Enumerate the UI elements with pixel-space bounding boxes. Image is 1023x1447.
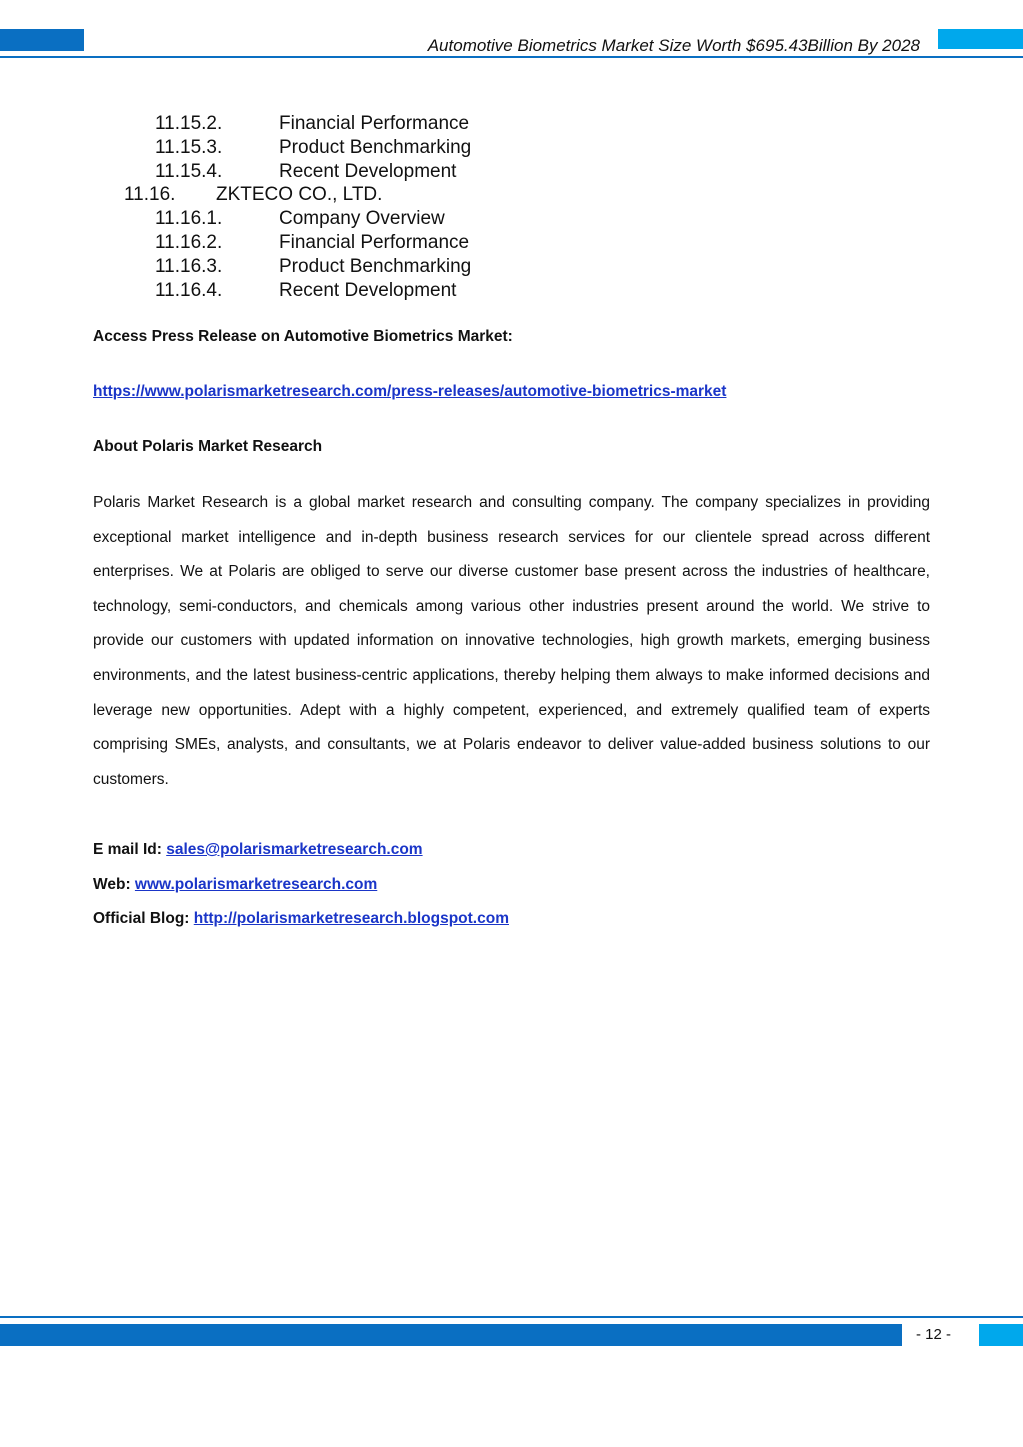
toc-entry-number: 11.15.2.: [155, 113, 223, 134]
header-title: Automotive Biometrics Market Size Worth $695.43Billion By 2028: [427, 36, 920, 55]
about-heading: About Polaris Market Research: [93, 438, 323, 455]
toc-entry-number: 11.16.4.: [155, 279, 223, 301]
email-link[interactable]: sales@polarismarketresearch.com: [166, 841, 423, 858]
toc-entry-label: Financial Performance: [279, 113, 470, 134]
toc-entry[interactable]: [0, 255, 1023, 279]
toc-entry-number: 11.16.1.: [155, 208, 223, 230]
contact-web-row: [93, 873, 509, 908]
toc-entry-number: 11.16.3.: [155, 255, 223, 277]
press-release-link[interactable]: https://www.polarismarketresearch.com/press-releases/automotive-biometrics-market: [93, 383, 727, 400]
toc-entry-label: Financial Performance: [279, 231, 470, 253]
toc-entry[interactable]: [0, 279, 1023, 303]
toc-entry-label: Recent Development: [279, 279, 457, 301]
blog-link[interactable]: http://polarismarketresearch.blogspot.com: [193, 910, 509, 928]
contact-block: [93, 838, 509, 942]
contact-email-row: [93, 838, 509, 873]
header-accent-left: [0, 29, 84, 51]
toc-entry-label: Company Overview: [279, 208, 445, 230]
toc-entry-label: Recent Development: [279, 160, 457, 182]
toc-entry-number: 11.16.: [124, 184, 176, 206]
header-divider: [0, 56, 1023, 58]
header-accent-right: [938, 29, 1023, 49]
table-of-contents: [0, 112, 1023, 302]
footer-divider: [0, 1316, 1023, 1318]
web-link[interactable]: www.polarismarketresearch.com: [134, 875, 378, 893]
toc-entry[interactable]: [0, 136, 1023, 160]
web-label: Web:: [93, 875, 135, 893]
press-release-heading: Access Press Release on Automotive Biometrics Market:: [93, 328, 513, 345]
toc-entry-number: 11.15.4.: [155, 160, 223, 182]
toc-entry-number: 11.15.3.: [155, 136, 223, 158]
toc-entry-label: Product Benchmarking: [279, 136, 472, 158]
about-paragraph: Polaris Market Research is a global market research and consulting company. The company specializes in providing exceptional market intelligence and in-depth business research services for our clientele spread across different enterprises. We at Polaris are obliged to serve our diverse customer base present across the industries of healthcare, technology, semi-conductors, and chemicals among various other industries present around the world. We strive to provide our customers with updated information on innovative technologies, high growth markets, emerging business environments, and the latest business-centric applications, thereby helping them always to make informed decisions and leverage new opportunities. Adept with a highly competent, experienced, and extremely qualified team of experts comprising SMEs, analysts, and consultants, we at Polaris endeavor to deliver value-added business solutions to our customers.: [93, 494, 930, 788]
footer-accent-bar: [0, 1324, 902, 1346]
toc-entry-label: ZKTECO CO., LTD.: [216, 184, 383, 206]
page-number: - 12 -: [916, 1326, 952, 1343]
toc-entry[interactable]: [0, 183, 1023, 207]
toc-entry-number: 11.16.2.: [155, 231, 223, 253]
blog-label: Official Blog:: [93, 910, 194, 928]
footer-accent-right: [979, 1324, 1023, 1346]
toc-entry[interactable]: [0, 112, 1023, 136]
toc-entry[interactable]: [0, 231, 1023, 255]
email-label: E mail Id:: [93, 841, 167, 858]
contact-blog-row: [93, 907, 509, 942]
toc-entry[interactable]: [0, 160, 1023, 184]
toc-entry-label: Product Benchmarking: [279, 255, 472, 277]
toc-entry[interactable]: [0, 207, 1023, 231]
